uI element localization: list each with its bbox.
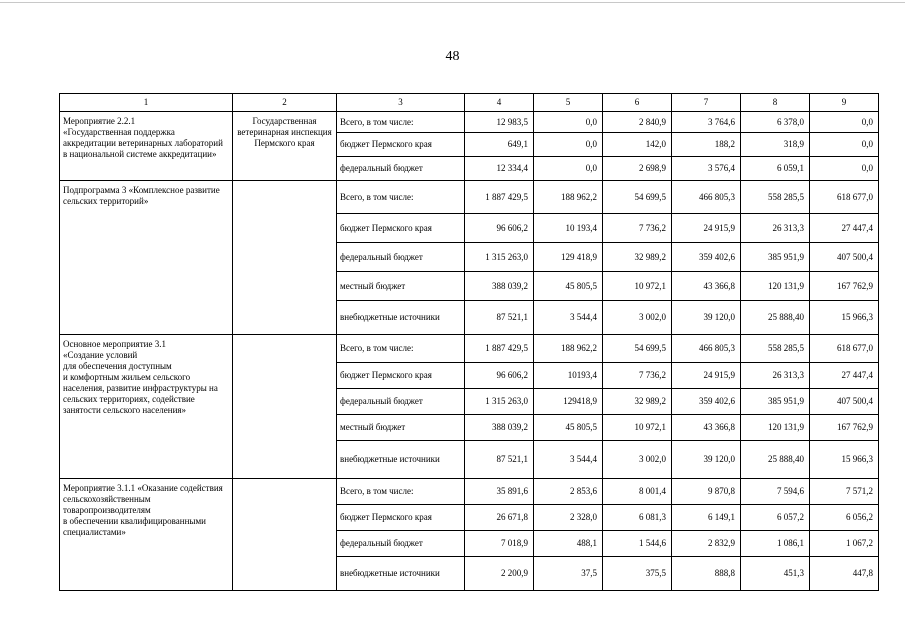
- funding-source-cell: внебюджетные источники: [337, 301, 465, 335]
- amount-cell: 87 521,1: [465, 441, 534, 479]
- amount-cell: 0,0: [534, 133, 603, 157]
- funding-source-cell: федеральный бюджет: [337, 157, 465, 181]
- column-header: 7: [672, 94, 741, 112]
- amount-cell: 0,0: [534, 157, 603, 181]
- amount-cell: 35 891,6: [465, 479, 534, 505]
- amount-cell: 7 736,2: [603, 214, 672, 243]
- amount-cell: 375,5: [603, 557, 672, 591]
- amount-cell: 10193,4: [534, 363, 603, 389]
- amount-cell: 25 888,40: [741, 441, 810, 479]
- funding-source-cell: федеральный бюджет: [337, 243, 465, 272]
- amount-cell: 43 366,8: [672, 415, 741, 441]
- amount-cell: 3 576,4: [672, 157, 741, 181]
- amount-cell: 188,2: [672, 133, 741, 157]
- funding-source-cell: бюджет Пермского края: [337, 214, 465, 243]
- amount-cell: 385 951,9: [741, 389, 810, 415]
- amount-cell: 6 056,2: [810, 505, 879, 531]
- funding-source-cell: Всего, в том числе:: [337, 335, 465, 363]
- funding-source-cell: местный бюджет: [337, 415, 465, 441]
- responsible-executor-cell: [233, 181, 337, 335]
- amount-cell: 7 736,2: [603, 363, 672, 389]
- amount-cell: 2 200,9: [465, 557, 534, 591]
- column-header: 5: [534, 94, 603, 112]
- amount-cell: 27 447,4: [810, 214, 879, 243]
- column-header: 4: [465, 94, 534, 112]
- amount-cell: 318,9: [741, 133, 810, 157]
- amount-cell: 488,1: [534, 531, 603, 557]
- column-header: 3: [337, 94, 465, 112]
- amount-cell: 888,8: [672, 557, 741, 591]
- amount-cell: 7 571,2: [810, 479, 879, 505]
- amount-cell: 24 915,9: [672, 363, 741, 389]
- amount-cell: 1 544,6: [603, 531, 672, 557]
- amount-cell: 558 285,5: [741, 335, 810, 363]
- amount-cell: 6 081,3: [603, 505, 672, 531]
- amount-cell: 142,0: [603, 133, 672, 157]
- amount-cell: 15 966,3: [810, 301, 879, 335]
- table-body: [60, 94, 879, 591]
- amount-cell: 9 870,8: [672, 479, 741, 505]
- amount-cell: 466 805,3: [672, 335, 741, 363]
- amount-cell: 120 131,9: [741, 415, 810, 441]
- funding-source-cell: внебюджетные источники: [337, 557, 465, 591]
- amount-cell: 1 887 429,5: [465, 181, 534, 214]
- column-header: 1: [60, 94, 233, 112]
- responsible-executor-cell: Государственная ветеринарная инспекция Пермского края: [233, 112, 337, 181]
- amount-cell: 96 606,2: [465, 214, 534, 243]
- amount-cell: 3 764,6: [672, 112, 741, 133]
- amount-cell: 12 983,5: [465, 112, 534, 133]
- amount-cell: 188 962,2: [534, 181, 603, 214]
- amount-cell: 7 018,9: [465, 531, 534, 557]
- amount-cell: 1 067,2: [810, 531, 879, 557]
- amount-cell: 2 698,9: [603, 157, 672, 181]
- amount-cell: 7 594,6: [741, 479, 810, 505]
- budget-table: [59, 93, 879, 591]
- funding-source-cell: бюджет Пермского края: [337, 363, 465, 389]
- amount-cell: 6 057,2: [741, 505, 810, 531]
- amount-cell: 649,1: [465, 133, 534, 157]
- column-header: 6: [603, 94, 672, 112]
- amount-cell: 129 418,9: [534, 243, 603, 272]
- amount-cell: 129418,9: [534, 389, 603, 415]
- column-header: 8: [741, 94, 810, 112]
- amount-cell: 10 972,1: [603, 415, 672, 441]
- table-row: [60, 112, 879, 133]
- amount-cell: 10 972,1: [603, 272, 672, 301]
- table-row: [60, 479, 879, 505]
- amount-cell: 1 315 263,0: [465, 389, 534, 415]
- amount-cell: 1 887 429,5: [465, 335, 534, 363]
- amount-cell: 0,0: [810, 157, 879, 181]
- responsible-executor-cell: [233, 479, 337, 591]
- amount-cell: 32 989,2: [603, 389, 672, 415]
- amount-cell: 359 402,6: [672, 243, 741, 272]
- amount-cell: 618 677,0: [810, 181, 879, 214]
- amount-cell: 407 500,4: [810, 243, 879, 272]
- program-description-cell: Мероприятие 3.1.1 «Оказание содействия сельскохозяйственным товаропроизводителям в обеспечении квалифицированными специалистами»: [60, 479, 233, 591]
- amount-cell: 0,0: [810, 133, 879, 157]
- amount-cell: 359 402,6: [672, 389, 741, 415]
- funding-source-cell: местный бюджет: [337, 272, 465, 301]
- amount-cell: 3 002,0: [603, 441, 672, 479]
- amount-cell: 2 832,9: [672, 531, 741, 557]
- table-row: [60, 181, 879, 214]
- amount-cell: 6 059,1: [741, 157, 810, 181]
- table-header-row: [60, 94, 879, 112]
- amount-cell: 87 521,1: [465, 301, 534, 335]
- amount-cell: 12 334,4: [465, 157, 534, 181]
- amount-cell: 26 671,8: [465, 505, 534, 531]
- amount-cell: 451,3: [741, 557, 810, 591]
- amount-cell: 385 951,9: [741, 243, 810, 272]
- amount-cell: 15 966,3: [810, 441, 879, 479]
- funding-source-cell: Всего, в том числе:: [337, 479, 465, 505]
- amount-cell: 24 915,9: [672, 214, 741, 243]
- amount-cell: 3 544,4: [534, 301, 603, 335]
- amount-cell: 26 313,3: [741, 214, 810, 243]
- amount-cell: 54 699,5: [603, 181, 672, 214]
- amount-cell: 3 544,4: [534, 441, 603, 479]
- amount-cell: 1 086,1: [741, 531, 810, 557]
- amount-cell: 407 500,4: [810, 389, 879, 415]
- amount-cell: 37,5: [534, 557, 603, 591]
- table-row: [60, 335, 879, 363]
- amount-cell: 32 989,2: [603, 243, 672, 272]
- amount-cell: 10 193,4: [534, 214, 603, 243]
- program-description-cell: Подпрограмма 3 «Комплексное развитие сельских территорий»: [60, 181, 233, 335]
- amount-cell: 6 149,1: [672, 505, 741, 531]
- amount-cell: 388 039,2: [465, 272, 534, 301]
- amount-cell: 54 699,5: [603, 335, 672, 363]
- funding-source-cell: внебюджетные источники: [337, 441, 465, 479]
- column-header: 2: [233, 94, 337, 112]
- amount-cell: 618 677,0: [810, 335, 879, 363]
- program-description-cell: Основное мероприятие 3.1 «Создание условий для обеспечения доступным и комфортным жильем сельского населения, развитие инфраструктуры на сельских территориях, содействие занятости сельского населения»: [60, 335, 233, 479]
- amount-cell: 1 315 263,0: [465, 243, 534, 272]
- funding-source-cell: федеральный бюджет: [337, 389, 465, 415]
- funding-source-cell: федеральный бюджет: [337, 531, 465, 557]
- amount-cell: 3 002,0: [603, 301, 672, 335]
- amount-cell: 167 762,9: [810, 272, 879, 301]
- amount-cell: 27 447,4: [810, 363, 879, 389]
- amount-cell: 96 606,2: [465, 363, 534, 389]
- amount-cell: 558 285,5: [741, 181, 810, 214]
- amount-cell: 120 131,9: [741, 272, 810, 301]
- program-description-cell: Мероприятие 2.2.1 «Государственная поддержка аккредитации ветеринарных лабораторий в национальной системе аккредитации»: [60, 112, 233, 181]
- amount-cell: 2 853,6: [534, 479, 603, 505]
- amount-cell: 188 962,2: [534, 335, 603, 363]
- amount-cell: 26 313,3: [741, 363, 810, 389]
- funding-source-cell: бюджет Пермского края: [337, 133, 465, 157]
- amount-cell: 388 039,2: [465, 415, 534, 441]
- amount-cell: 45 805,5: [534, 415, 603, 441]
- top-border-line: [0, 2, 905, 3]
- amount-cell: 6 378,0: [741, 112, 810, 133]
- amount-cell: 447,8: [810, 557, 879, 591]
- funding-source-cell: Всего, в том числе:: [337, 181, 465, 214]
- responsible-executor-cell: [233, 335, 337, 479]
- amount-cell: 45 805,5: [534, 272, 603, 301]
- amount-cell: 39 120,0: [672, 301, 741, 335]
- amount-cell: 466 805,3: [672, 181, 741, 214]
- page-number: 48: [445, 49, 460, 64]
- amount-cell: 2 840,9: [603, 112, 672, 133]
- amount-cell: 167 762,9: [810, 415, 879, 441]
- column-header: 9: [810, 94, 879, 112]
- amount-cell: 25 888,40: [741, 301, 810, 335]
- amount-cell: 8 001,4: [603, 479, 672, 505]
- amount-cell: 0,0: [810, 112, 879, 133]
- funding-source-cell: бюджет Пермского края: [337, 505, 465, 531]
- amount-cell: 43 366,8: [672, 272, 741, 301]
- amount-cell: 39 120,0: [672, 441, 741, 479]
- funding-source-cell: Всего, в том числе:: [337, 112, 465, 133]
- amount-cell: 0,0: [534, 112, 603, 133]
- amount-cell: 2 328,0: [534, 505, 603, 531]
